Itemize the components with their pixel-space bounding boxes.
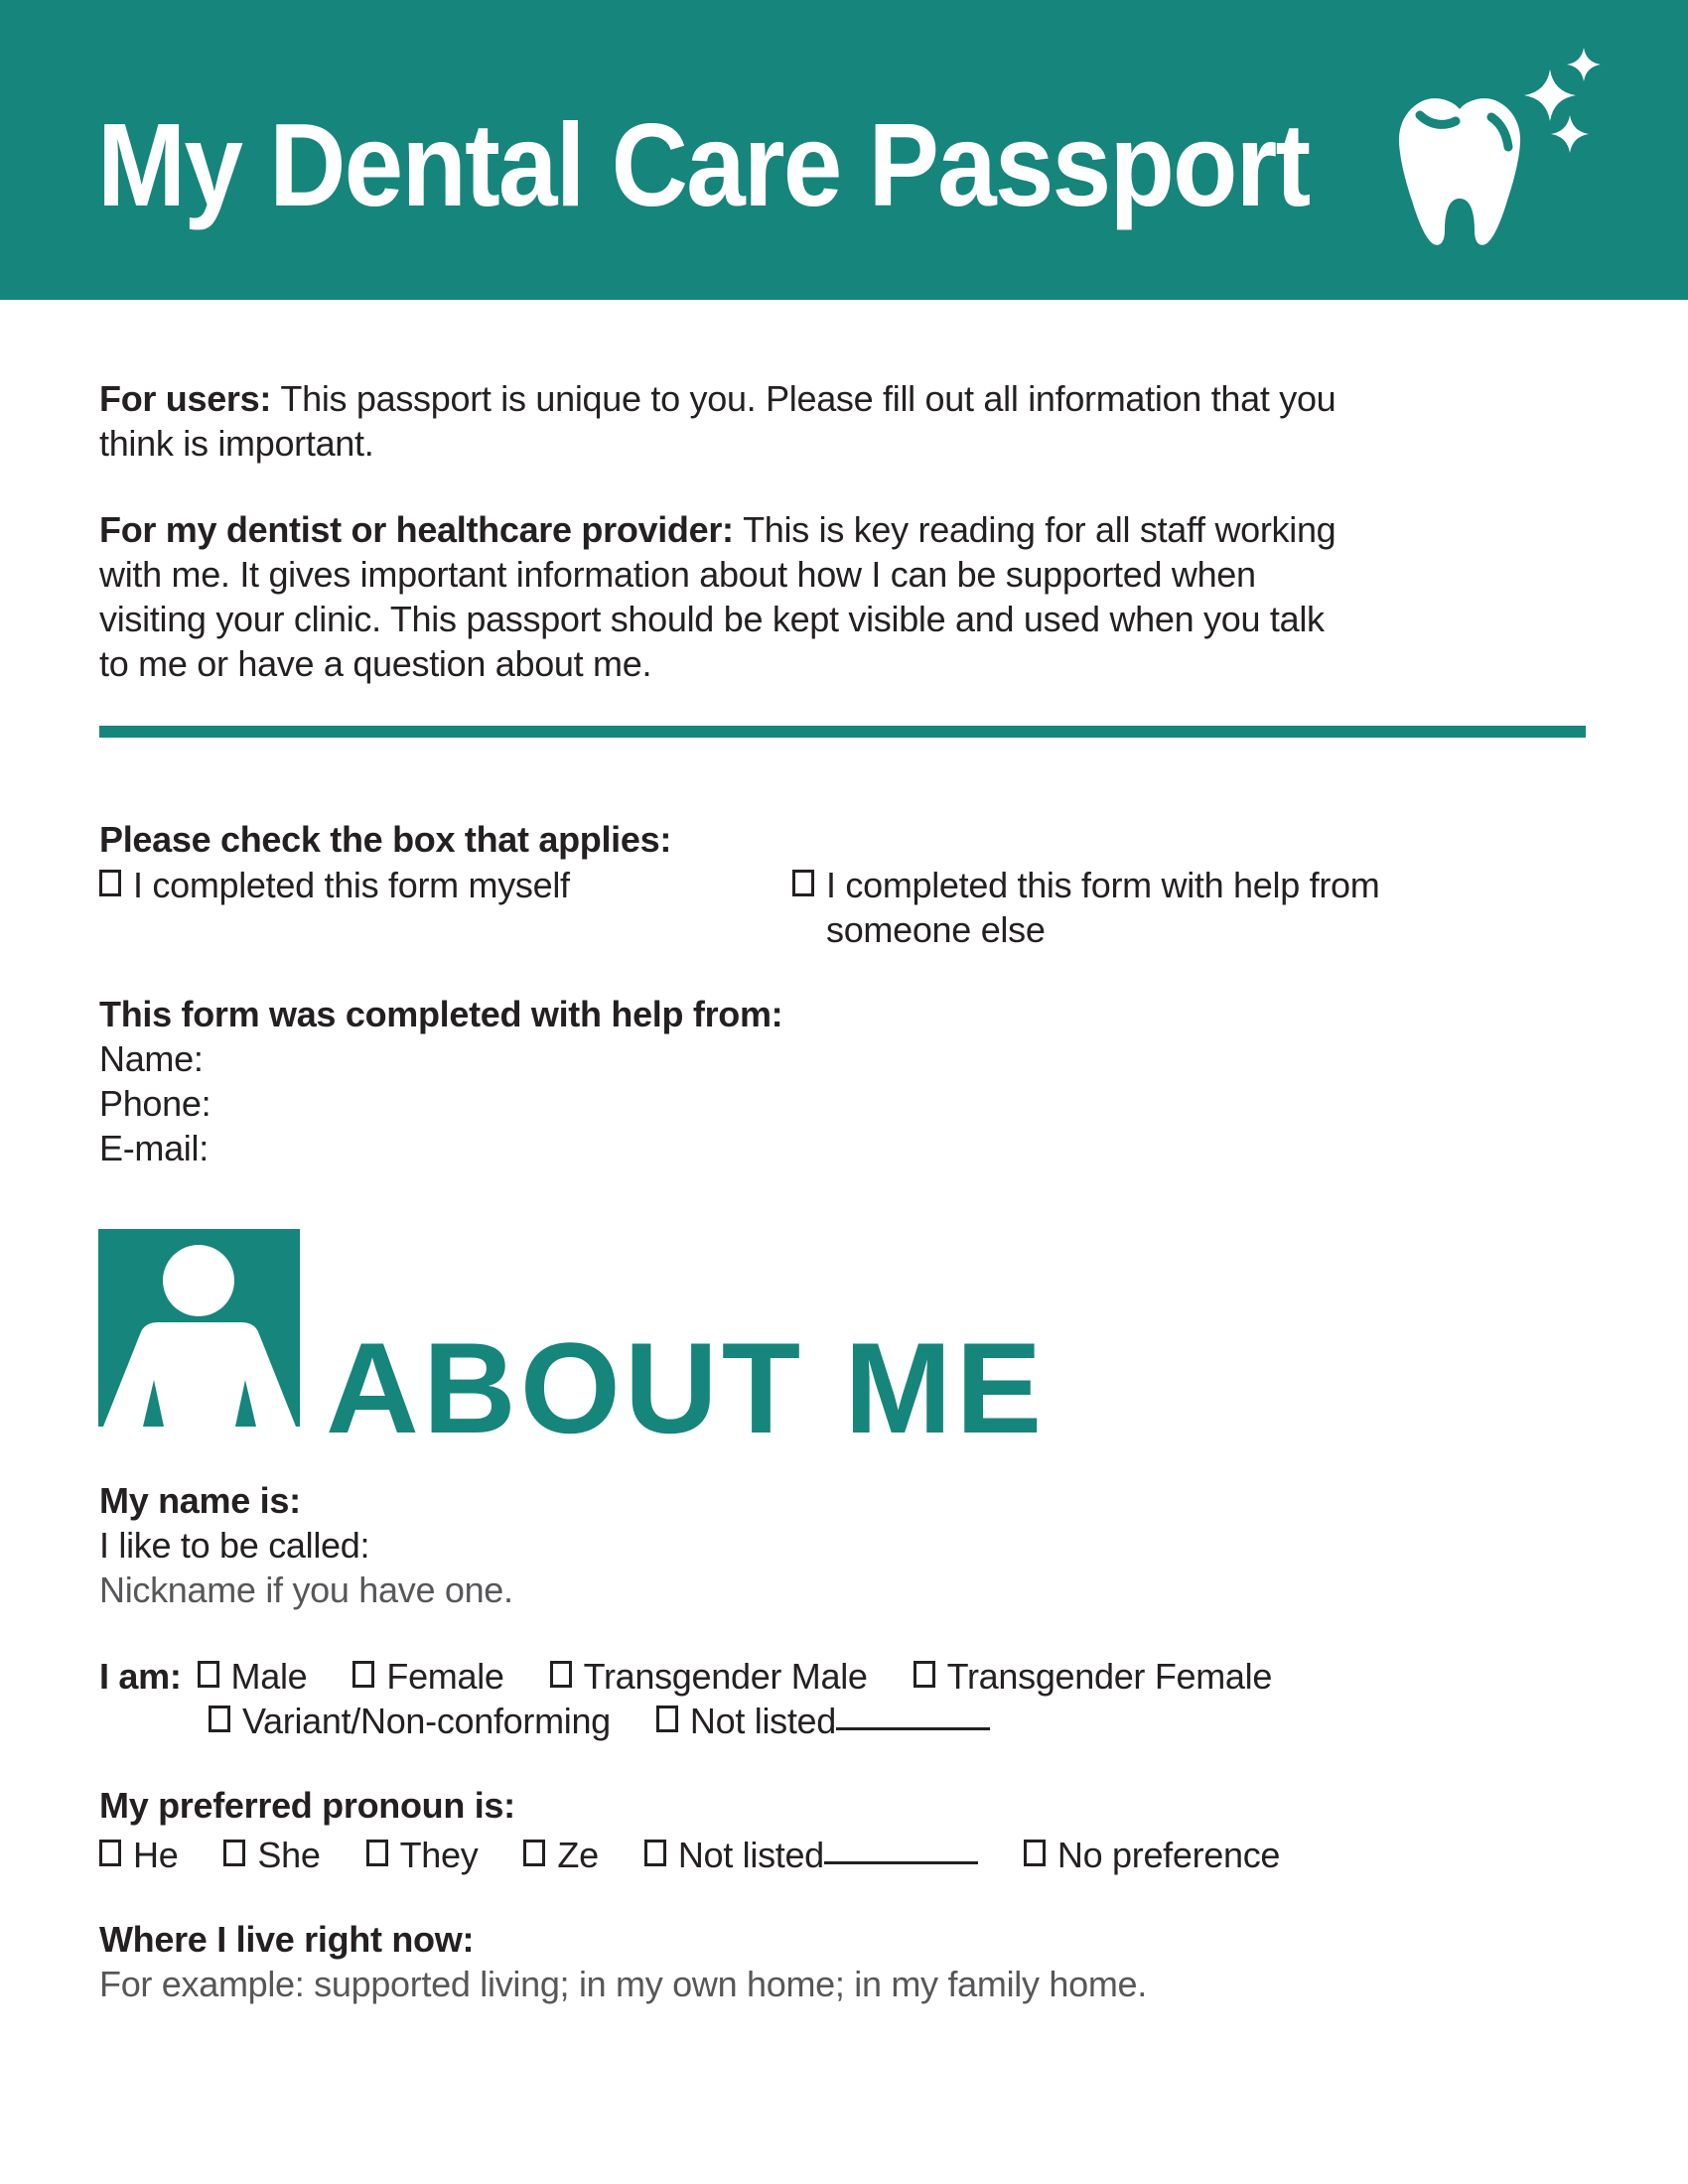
- option-gender-not-listed[interactable]: [656, 1699, 990, 1743]
- helper-section-heading: This form was completed with help from:: [99, 994, 783, 1034]
- gender-section: [99, 1654, 1318, 1743]
- option-transgender-male[interactable]: [550, 1654, 868, 1699]
- option-male[interactable]: [198, 1654, 308, 1699]
- section-divider: [99, 726, 1586, 738]
- checkbox-gender-not-listed[interactable]: [656, 1706, 678, 1732]
- checkbox-he[interactable]: [99, 1840, 121, 1866]
- tooth-sparkles-icon: [1380, 40, 1614, 278]
- for-provider-text: to me or have a question about me.: [99, 643, 652, 684]
- option-label: I completed this form with help from someone else: [826, 865, 1380, 950]
- pronoun-section: [99, 1783, 1326, 1877]
- header-banner: [0, 0, 1688, 300]
- checkbox-she[interactable]: [223, 1840, 245, 1866]
- for-users-paragraph: [99, 376, 1336, 466]
- for-provider-label: For my dentist or healthcare provider:: [99, 509, 734, 550]
- residence-hint: For example: supported living; in my own home; in my family home.: [99, 1964, 1147, 2004]
- option-label: He: [133, 1835, 179, 1875]
- helper-email-field[interactable]: E-mail:: [99, 1128, 209, 1168]
- option-pronoun-not-listed[interactable]: [644, 1833, 978, 1877]
- residence-heading[interactable]: Where I live right now:: [99, 1919, 475, 1960]
- name-section: [99, 1478, 513, 1612]
- checkbox-pronoun-not-listed[interactable]: [644, 1840, 666, 1866]
- option-label: She: [257, 1835, 321, 1875]
- check-section-heading: Please check the box that applies:: [99, 819, 672, 860]
- about-me-heading: ABOUT ME: [326, 1315, 1047, 1460]
- pronoun-heading: My preferred pronoun is:: [99, 1785, 515, 1826]
- option-female[interactable]: [352, 1654, 503, 1699]
- for-users-text: This passport is unique to you. Please fill out all information that you: [280, 378, 1336, 419]
- option-variant-nonconforming[interactable]: [209, 1699, 611, 1743]
- option-ze[interactable]: [523, 1833, 598, 1877]
- option-she[interactable]: [223, 1833, 320, 1877]
- for-provider-paragraph: [99, 507, 1336, 686]
- option-label: Variant/Non-conforming: [242, 1701, 611, 1741]
- option-label: No preference: [1056, 1835, 1281, 1875]
- checkbox-no-preference[interactable]: [1024, 1840, 1046, 1866]
- checkbox-transgender-male[interactable]: [550, 1661, 572, 1688]
- my-name-label[interactable]: My name is:: [99, 1480, 301, 1521]
- residence-section: [99, 1917, 1147, 2006]
- for-users-text: think is important.: [99, 423, 374, 464]
- for-provider-text: visiting your clinic. This passport should be kept visible and used when you talk: [99, 599, 1325, 639]
- checkbox-variant-nonconforming[interactable]: [209, 1706, 230, 1732]
- option-label: Female: [386, 1656, 504, 1697]
- helper-name-field[interactable]: Name:: [99, 1038, 204, 1079]
- option-label: I completed this form myself: [133, 865, 570, 905]
- checkbox-male[interactable]: [198, 1661, 219, 1688]
- page-title: My Dental Care Passport: [97, 99, 1310, 231]
- i-am-label: I am:: [99, 1656, 182, 1697]
- option-he[interactable]: [99, 1833, 178, 1877]
- for-users-label: For users:: [99, 378, 272, 419]
- for-provider-text: with me. It gives important information about how I can be supported when: [99, 554, 1256, 595]
- option-no-preference[interactable]: [1024, 1833, 1280, 1877]
- person-icon: [98, 1229, 300, 1427]
- gender-not-listed-blank[interactable]: [836, 1699, 990, 1730]
- checkbox-completed-with-help[interactable]: [792, 870, 814, 896]
- checkbox-ze[interactable]: [523, 1840, 545, 1866]
- checkbox-completed-myself[interactable]: [99, 870, 121, 896]
- sparkle-stars: [1524, 48, 1601, 153]
- option-completed-myself[interactable]: [99, 863, 570, 907]
- option-completed-with-help[interactable]: [792, 863, 1442, 952]
- option-label: Not listed: [677, 1835, 824, 1875]
- option-label: Transgender Female: [946, 1656, 1273, 1697]
- option-transgender-female[interactable]: [914, 1654, 1272, 1699]
- about-me-section-header: [98, 1229, 1047, 1460]
- checkbox-transgender-female[interactable]: [914, 1661, 935, 1688]
- check-section-heading-wrap: [99, 817, 671, 862]
- option-label: Transgender Male: [583, 1656, 868, 1697]
- option-they[interactable]: [366, 1833, 479, 1877]
- for-provider-text: This is key reading for all staff working: [743, 509, 1336, 550]
- option-label: They: [399, 1835, 479, 1875]
- like-to-be-called-label[interactable]: I like to be called:: [99, 1525, 370, 1566]
- option-label: Ze: [557, 1835, 599, 1875]
- option-label: Male: [230, 1656, 308, 1697]
- pronoun-not-listed-blank[interactable]: [824, 1833, 978, 1864]
- helper-phone-field[interactable]: Phone:: [99, 1083, 211, 1124]
- checkbox-female[interactable]: [352, 1661, 374, 1688]
- option-label: Not listed: [689, 1701, 836, 1741]
- helper-section: [99, 992, 782, 1170]
- nickname-hint: Nickname if you have one.: [99, 1570, 513, 1610]
- checkbox-they[interactable]: [366, 1840, 388, 1866]
